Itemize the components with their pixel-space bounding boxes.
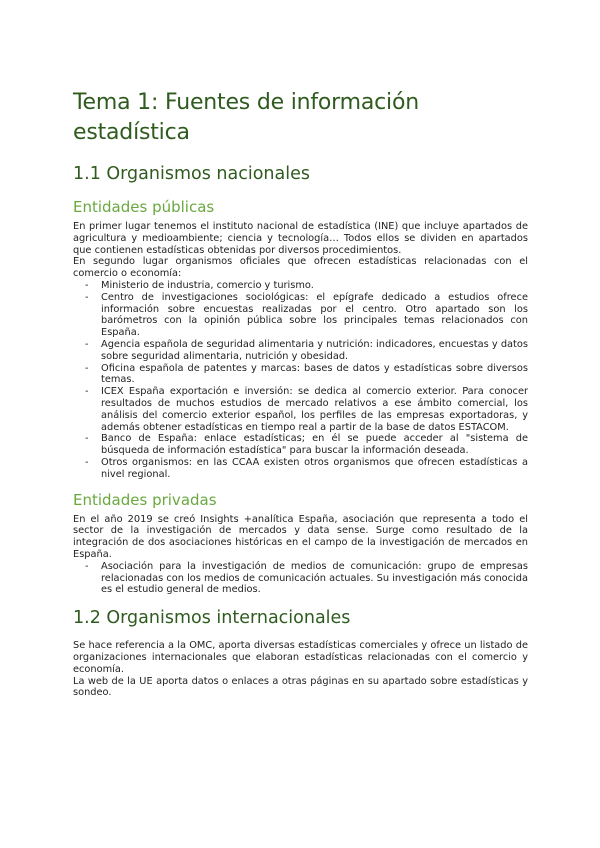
section-heading-organismos-nacionales: 1.1 Organismos nacionales bbox=[73, 164, 310, 184]
page-title: Tema 1: Fuentes de información estadística bbox=[73, 90, 419, 145]
paragraph: Se hace referencia a la OMC, aporta diversas estadísticas comerciales y ofrece un listado de organizaciones internacionales que elaboran estadísticas relacionadas con el comercio y economía. bbox=[73, 640, 528, 675]
bullet-list bbox=[73, 280, 528, 481]
paragraph: La web de la UE aporta datos o enlaces a otras páginas en su apartado sobre estadísticas y sondeo. bbox=[73, 675, 528, 699]
list-item: - Oficina española de patentes y marcas: bases de datos y estadísticas sobre diversos temas. bbox=[101, 363, 528, 387]
list-item: - Agencia española de seguridad alimentaria y nutrición: indicadores, encuestas y datos sobre seguridad alimentaria, nutrición y obesidad. bbox=[101, 339, 528, 363]
paragraph: En primer lugar tenemos el instituto nacional de estadística (INE) que incluye apartados de agricultura y medioambiente; ciencia y tecnología… Todos ellos se dividen en apartados que contienen estadísticas obtenidas por diversos procedimientos. bbox=[73, 221, 528, 256]
list-item: - Ministerio de industria, comercio y turismo. bbox=[101, 280, 528, 292]
bullet-list bbox=[73, 561, 528, 596]
list-item: - Banco de España: enlace estadísticas; en él se puede acceder al "sistema de búsqueda de información estadística" para buscar la información deseada. bbox=[101, 433, 528, 457]
paragraph: En segundo lugar organismos oficiales que ofrecen estadísticas relacionadas con el comercio o economía: bbox=[73, 256, 528, 280]
list-item: - ICEX España exportación e inversión: se dedica al comercio exterior. Para conocer resultados de muchos estudios de mercado relativos a ese ámbito comercial, los análisis del comercio exterior español, los perfiles de las empresas exportadoras, y además obtener estadísticas en tiempo real a partir de la base de datos ESTACOM. bbox=[101, 386, 528, 433]
subsection-heading-entidades-privadas: Entidades privadas bbox=[73, 490, 217, 509]
paragraph: En el año 2019 se creó Insights +analítica España, asociación que representa a todo el sector de la investigación de mercados y data sense. Surge como resultado de la integración de dos asociaciones históricas en el campo de la investigación de mercados en España. bbox=[73, 513, 528, 560]
document-content bbox=[73, 88, 528, 699]
list-item: - Centro de investigaciones sociológicas: el epígrafe dedicado a estudios ofrece información sobre encuestas realizadas por el centro. Otro apartado son los barómetros con la opinión pública sobre los principales temas relacionados con España. bbox=[101, 292, 528, 339]
subsection-heading-entidades-publicas: Entidades públicas bbox=[73, 198, 215, 216]
list-item: - Otros organismos: en las CCAA existen otros organismos que ofrecen estadísticas a nivel regional. bbox=[101, 457, 528, 481]
section-heading-organismos-internacionales: 1.2 Organismos internacionales bbox=[73, 608, 351, 629]
list-item: - Asociación para la investigación de medios de comunicación: grupo de empresas relacionadas con los medios de comunicación actuales. Su investigación más conocida es el estudio general de medios. bbox=[101, 561, 528, 596]
